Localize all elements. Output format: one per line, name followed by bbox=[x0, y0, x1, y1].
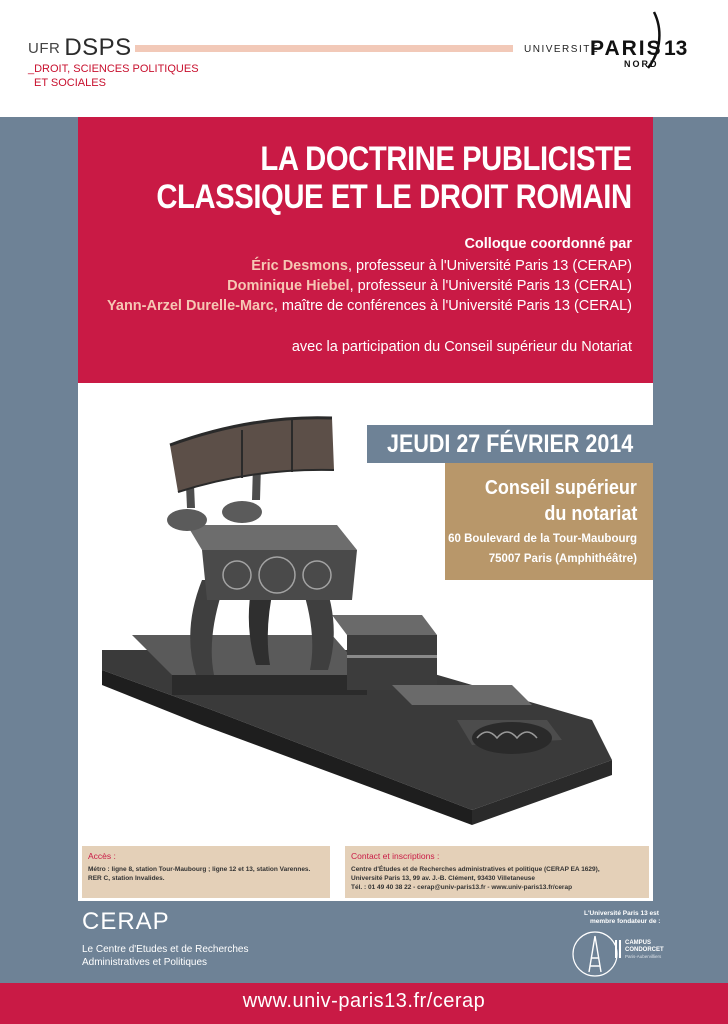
coordinator-3 bbox=[107, 298, 632, 314]
coordinator-3-role: , maître de conférences à l'Université Paris 13 (CERAL) bbox=[273, 298, 632, 314]
venue-address-line1: 60 Boulevard de la Tour-Maubourg bbox=[448, 533, 637, 545]
university-number: 13 bbox=[664, 37, 688, 60]
access-title: Accès : bbox=[88, 851, 116, 861]
campus-label-line1: CAMPUS bbox=[625, 940, 652, 946]
venue-name-line2: du notariat bbox=[543, 503, 637, 525]
header-divider-bar bbox=[135, 45, 513, 52]
venue-box bbox=[445, 463, 653, 580]
title-line1: LA DOCTRINE PUBLICISTE bbox=[260, 140, 632, 178]
venue-address-line2: 75007 Paris (Amphithéâtre) bbox=[488, 553, 637, 565]
header bbox=[0, 0, 728, 117]
footer bbox=[0, 983, 728, 1024]
campus-condorcet-icon bbox=[614, 938, 624, 960]
title-line2: CLASSIQUE ET LE DROIT ROMAIN bbox=[156, 178, 632, 216]
access-line2: RER C, station Invalides. bbox=[88, 875, 165, 882]
event-date: JEUDI 27 FÉVRIER 2014 bbox=[387, 430, 634, 458]
coordinator-2-name: Dominique Hiebel bbox=[227, 278, 350, 294]
cerap-logo: CERAP bbox=[82, 908, 170, 935]
ufr-subtitle-line1: _DROIT, SCIENCES POLITIQUES bbox=[28, 63, 199, 75]
coordination-heading: Colloque coordonné par bbox=[464, 236, 632, 252]
university-nord: NORD bbox=[624, 59, 659, 69]
coordinator-1-name: Éric Desmons bbox=[251, 258, 348, 274]
participation-note: avec la participation du Conseil supérieur du Notariat bbox=[291, 339, 632, 355]
venue-name-line1: Conseil supérieur bbox=[484, 477, 637, 499]
cerap-subtitle-line1: Le Centre d'Etudes et de Recherches bbox=[82, 944, 249, 955]
footer-url-link[interactable]: www.univ-paris13.fr/cerap bbox=[242, 990, 486, 1012]
coordinator-1 bbox=[251, 258, 632, 274]
coordinator-2-role: , professeur à l'Université Paris 13 (CERAL) bbox=[349, 278, 632, 294]
contact-title: Contact et inscriptions : bbox=[351, 851, 440, 861]
ufr-label: UFR bbox=[28, 40, 61, 57]
founder-note-line1: L'Université Paris 13 est bbox=[584, 910, 659, 917]
founder-note-line2: membre fondateur de : bbox=[590, 918, 661, 925]
university-label: UNIVERSITÉ bbox=[524, 44, 600, 55]
university-paris: PARIS bbox=[590, 37, 663, 60]
contact-box bbox=[345, 846, 649, 898]
ufr-name: DSPS bbox=[64, 34, 132, 61]
access-box bbox=[82, 846, 330, 898]
contact-line3[interactable]: Tél. : 01 49 40 38 22 - cerap@univ-paris13.fr - www.univ-paris13.fr/cerap bbox=[351, 884, 573, 891]
access-line1: Métro : ligne 8, station Tour-Maubourg ; ligne 12 et 13, station Varennes. bbox=[88, 866, 311, 873]
ufr-subtitle-line2: ET SOCIALES bbox=[34, 77, 106, 89]
contact-line2: Université Paris 13, 99 av. J.-B. Clément, 93430 Villetaneuse bbox=[351, 875, 536, 882]
coordinator-1-role: , professeur à l'Université Paris 13 (CERAP) bbox=[347, 258, 632, 274]
contact-line1: Centre d'Études et de Recherches administratives et politique (CERAP EA 1629), bbox=[351, 866, 600, 873]
date-banner bbox=[367, 425, 653, 463]
side-fine-print bbox=[14, 420, 24, 840]
campus-label-line3: Paris-Aubervilliers bbox=[625, 954, 662, 959]
ufr-logo bbox=[28, 34, 132, 62]
coordinator-3-name: Yann-Arzel Durelle-Marc bbox=[107, 298, 274, 314]
coordinator-2 bbox=[227, 278, 632, 294]
campus-label-line2: CONDORCET bbox=[625, 947, 664, 953]
cerap-subtitle-line2: Administratives et Politiques bbox=[82, 957, 208, 968]
